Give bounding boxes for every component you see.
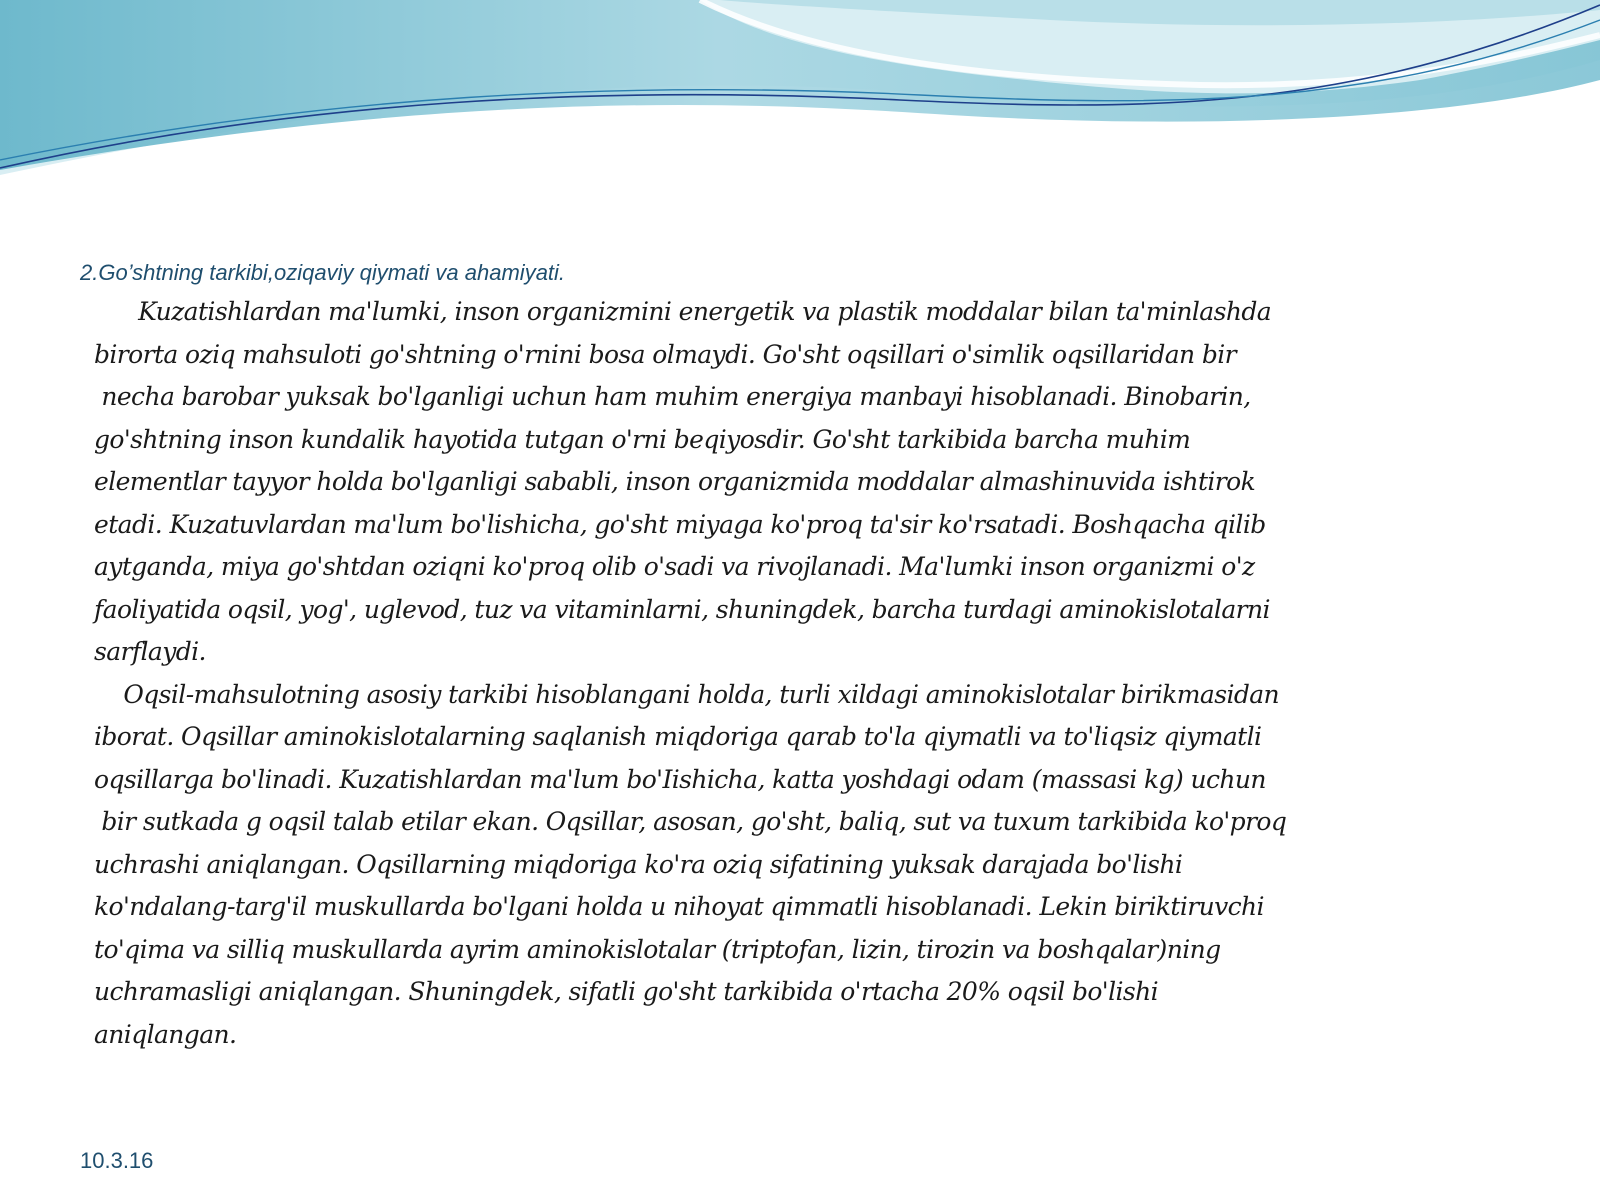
body-line: faoliyatida oqsil, yog', uglevod, tuz va vitaminlarni, shuningdek, barcha turdagi aminokislotalarni <box>94 594 1270 624</box>
body-line: ko'ndalang-targ'il muskullarda bo'lgani holda u nihoyat qimmatli hisoblanadi. Lekin biriktiruvchi <box>94 892 1264 921</box>
footer-date: 10.3.16 <box>80 1148 154 1173</box>
body-line: sarflaydi. <box>94 637 206 666</box>
body-line: iborat. Oqsillar aminokislotalarning saqlanish miqdoriga qarab to'la qiymatli va to'liqsiz qiymatli <box>94 722 1262 751</box>
body-line: elementlar tayyor holda bo'lganligi sababli, inson organizmida moddalar almashinuvida ishtirok <box>94 467 1256 496</box>
body-line: Oqsil-mahsulotning asosiy tarkibi hisoblangani holda, turli xildagi aminokislotalar birikmasidan <box>94 679 1280 709</box>
body-line: oqsillarga bo'linadi. Kuzatishlardan ma'lum bo'Iishicha, katta yoshdagi odam (massasi kg) uchun <box>94 764 1266 794</box>
slide-body <box>94 291 1554 1056</box>
body-line: aniqlangan. <box>94 1019 237 1049</box>
body-line: necha barobar yuksak bo'lganligi uchun ham muhim energiya manbayi hisoblanadi. Binobarin, <box>94 382 1251 411</box>
body-line: etadi. Kuzatuvlardan ma'lum bo'lishicha, go'sht miyaga ko'proq ta'sir ko'rsatadi. Boshqacha qilib <box>94 509 1266 539</box>
slide-heading: 2.Go’shtning tarkibi,oziqaviy qiymati va ahamiyati. <box>80 260 566 285</box>
decorative-wave-header <box>0 0 1600 200</box>
body-line: aytganda, miya go'shtdan oziqni ko'proq olib o'sadi va rivojlanadi. Ma'lumki inson organizmi o'z <box>94 552 1255 581</box>
body-line: to'qima va silliq muskullarda ayrim aminokislotalar (triptofan, lizin, tirozin va boshqalar)ning <box>94 934 1221 964</box>
body-line: uchrashi aniqlangan. Oqsillarning miqdoriga ko'ra oziq sifatining yuksak darajada bo'lishi <box>94 849 1183 879</box>
body-line: bir sutkada g oqsil talab etilar ekan. Oqsillar, asosan, go'sht, baliq, sut va tuxum tarkibida ko'proq <box>94 807 1287 836</box>
body-line: go'shtning inson kundalik hayotida tutgan o'rni beqiyosdir. Go'sht tarkibida barcha muhim <box>94 424 1191 454</box>
body-line: uchramasligi aniqlangan. Shuningdek, sifatli go'sht tarkibida o'rtacha 20% oqsil bo'lishi <box>94 977 1158 1006</box>
body-line: birorta oziq mahsuloti go'shtning o'rnini bosa olmaydi. Go'sht oqsillari o'simlik oqsillaridan bir <box>94 339 1237 369</box>
body-line: Kuzatishlardan ma'lumki, inson organizmini energetik va plastik moddalar bilan ta'minlashda <box>94 297 1272 326</box>
